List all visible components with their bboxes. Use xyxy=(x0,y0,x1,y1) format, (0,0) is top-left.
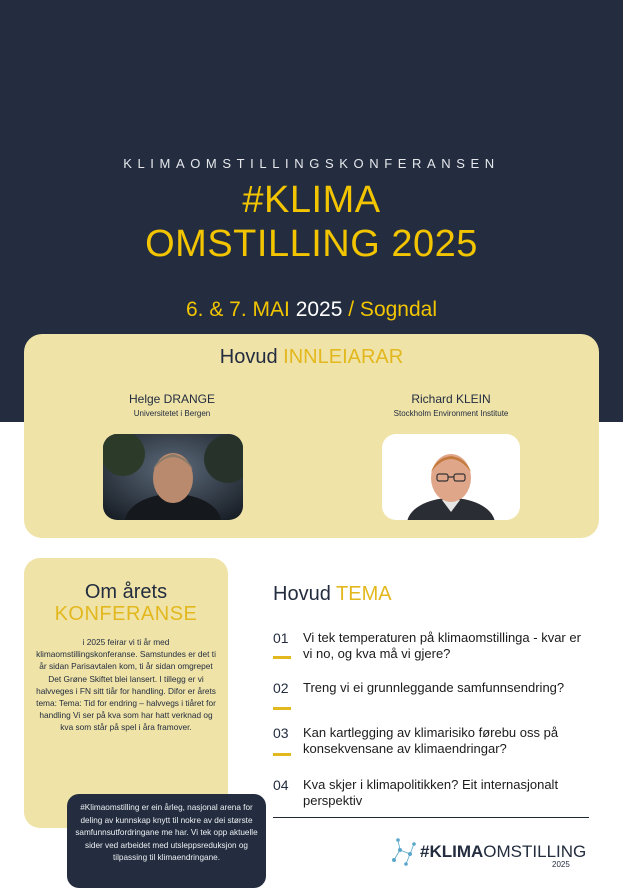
theme-item-03 xyxy=(273,725,593,761)
keynote-speakers-card xyxy=(24,334,599,538)
speaker-name: Helge DRANGE xyxy=(128,392,216,406)
about-title-line-2: KONFERANSE xyxy=(54,603,198,625)
theme-dash xyxy=(273,707,291,710)
theme-item-01 xyxy=(273,630,593,664)
theme-number: 01 xyxy=(273,630,289,646)
conference-kicker: KLIMAOMSTILLINGSKONFERANSEN xyxy=(123,156,500,171)
title-line-2: OMSTILLING 2025 xyxy=(145,223,478,265)
theme-text: Treng vi ei grunnleggande samfunnsendring? xyxy=(303,680,565,695)
theme-item-04 xyxy=(273,777,593,811)
constellation-icon xyxy=(388,830,422,870)
about-note-box xyxy=(67,794,266,888)
dates-place: / Sogndal xyxy=(348,298,438,321)
speakers-heading xyxy=(24,346,599,369)
about-title-line-1: Om årets xyxy=(84,581,168,603)
theme-number: 04 xyxy=(273,777,289,793)
speaker-photo-klein xyxy=(382,434,520,520)
dates-days: 6. & 7. MAI xyxy=(185,298,290,321)
theme-text: Kan kartlegging av klimarisiko førebu oss på konsekvensane av klimaendringar? xyxy=(303,725,559,756)
about-body: i 2025 feirar vi ti år med klimaomstillingskonferanse. Samstundes er det ti år sidan Parisavtalen kom, ti år sidan omgrepet Det Grøne Skiftet blei lansert. I tillegg er vi halvveges i FN sitt tiår for handling. Difor er årets tema: Tema: Tid for endring – halvvegs i tiåret for handling Vi ser på kva som har hatt verknad og kva som står på spel i åra framover. xyxy=(36,637,216,733)
themes-heading-accent: TEMA xyxy=(336,583,392,605)
speaker-photo-drange xyxy=(103,434,243,520)
speaker-klein xyxy=(341,392,561,418)
theme-dash xyxy=(273,753,291,756)
conference-dates xyxy=(0,298,623,322)
speaker-name: Richard KLEIN xyxy=(411,392,491,406)
title-line-1: #KLIMA xyxy=(242,179,381,221)
speaker-drange xyxy=(62,392,282,418)
speaker-org: Stockholm Environment Institute xyxy=(393,409,509,418)
logo-wordmark: #KLIMAOMSTILLING xyxy=(420,842,587,861)
themes-divider xyxy=(273,817,589,818)
theme-number: 03 xyxy=(273,725,289,741)
themes-heading xyxy=(273,583,392,606)
logo-year: 2025 xyxy=(552,860,570,869)
themes-heading-main: Hovud xyxy=(273,583,331,605)
theme-dash xyxy=(273,656,291,659)
theme-item-02 xyxy=(273,680,593,710)
about-conference-card xyxy=(24,558,228,828)
about-note: #Klimaomstilling er ein årleg, nasjonal arena for deling av kunnskap knytt til nokre av dei største samfunnsutfordringane me har. Vi tek opp aktuelle sider ved arbeidet med utsleppsreduksjon og tilpassing til klimaendringane. xyxy=(75,803,258,863)
theme-text: Kva skjer i klimapolitikken? Eit internasjonalt perspektiv xyxy=(303,777,559,808)
speakers-heading-accent: INNLEIARAR xyxy=(283,346,404,368)
theme-number: 02 xyxy=(273,680,289,696)
conference-title xyxy=(0,178,623,266)
klimaomstilling-logo xyxy=(388,826,588,876)
theme-text: Vi tek temperaturen på klimaomstillinga - kvar er vi no, og kva må vi gjere? xyxy=(303,630,581,661)
dates-year: 2025 xyxy=(295,298,343,321)
speakers-heading-main: Hovud xyxy=(219,346,278,368)
speaker-org: Universitetet i Bergen xyxy=(133,409,211,418)
